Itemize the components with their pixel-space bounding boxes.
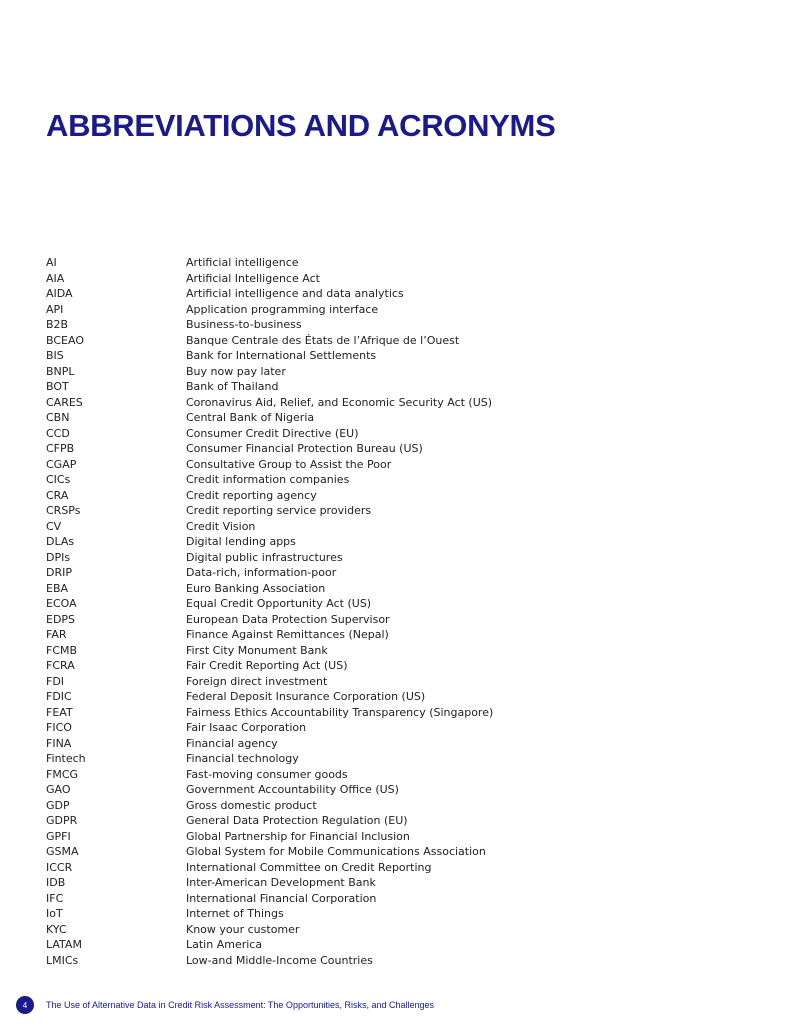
abbreviation-definition: Business-to-business	[186, 318, 302, 331]
abbreviation-definition: Credit reporting agency	[186, 488, 317, 502]
abbreviation-definition: Internet of Things	[186, 907, 284, 920]
abbreviation-definition: Banque Centrale des États de l’Afrique de l’Ouest	[186, 333, 460, 347]
abbreviation-row	[46, 922, 493, 938]
abbreviation-definition: Credit Vision	[186, 519, 256, 533]
abbreviation-row	[46, 503, 493, 519]
abbreviation-row	[46, 643, 493, 659]
abbreviation-definition: Artificial Intelligence Act	[186, 271, 320, 285]
abbreviation-row	[46, 937, 493, 953]
abbreviation-term: ECOA	[46, 597, 77, 610]
abbreviation-row	[46, 798, 493, 814]
abbreviation-definition: Bank of Thailand	[186, 380, 279, 393]
abbreviation-row	[46, 333, 493, 349]
abbreviation-term: Fintech	[46, 752, 86, 765]
abbreviation-term: IDB	[46, 876, 66, 889]
abbreviation-definition: First City Monument Bank	[186, 643, 328, 657]
abbreviation-row	[46, 426, 493, 442]
abbreviation-term: AI	[46, 256, 57, 269]
abbreviation-term: GDPR	[46, 814, 78, 827]
abbreviation-definition: Gross domestic product	[186, 798, 317, 812]
abbreviation-definition: Fair Credit Reporting Act (US)	[186, 659, 348, 672]
abbreviation-definition: Central Bank of Nigeria	[186, 411, 315, 424]
abbreviation-term: GSMA	[46, 845, 79, 858]
abbreviation-row	[46, 813, 493, 829]
abbreviation-row	[46, 658, 493, 674]
abbreviation-row	[46, 720, 493, 736]
abbreviation-term: CARES	[46, 395, 83, 409]
abbreviation-definition: Global Partnership for Financial Inclusion	[186, 829, 410, 843]
abbreviation-definition: Know your customer	[186, 922, 300, 936]
abbreviation-term: EBA	[46, 581, 69, 595]
abbreviation-row	[46, 612, 493, 628]
abbreviation-row	[46, 286, 493, 302]
abbreviation-row	[46, 581, 493, 597]
abbreviation-term: CFPB	[46, 442, 75, 455]
page-footer	[16, 996, 434, 1014]
abbreviation-row	[46, 689, 493, 705]
abbreviation-term: CRSPs	[46, 504, 81, 517]
abbreviation-term: BCEAO	[46, 333, 84, 347]
abbreviation-term: FCRA	[46, 659, 75, 672]
abbreviation-list	[46, 255, 493, 968]
abbreviation-term: GPFI	[46, 829, 71, 843]
abbreviation-row	[46, 472, 493, 488]
abbreviation-term: CRA	[46, 488, 69, 502]
abbreviation-row	[46, 875, 493, 891]
abbreviation-row	[46, 317, 493, 333]
abbreviation-row	[46, 410, 493, 426]
abbreviation-definition: International Financial Corporation	[186, 891, 377, 905]
abbreviation-term: CICs	[46, 473, 71, 486]
abbreviation-term: DRIP	[46, 566, 72, 579]
abbreviation-term: CGAP	[46, 457, 77, 471]
abbreviation-term: FDIC	[46, 690, 72, 703]
abbreviation-row	[46, 736, 493, 752]
footer-document-title: The Use of Alternative Data in Credit Risk Assessment: The Opportunities, Risks, and Challenges	[46, 1000, 435, 1010]
abbreviation-row	[46, 519, 493, 535]
abbreviation-definition: Credit reporting service providers	[186, 504, 372, 517]
abbreviation-term: BOT	[46, 380, 69, 393]
abbreviation-definition: Federal Deposit Insurance Corporation (US)	[186, 690, 426, 703]
abbreviation-row	[46, 488, 493, 504]
abbreviation-term: BIS	[46, 349, 64, 362]
abbreviation-definition: Buy now pay later	[186, 364, 286, 378]
abbreviation-definition: Fast-moving consumer goods	[186, 767, 348, 781]
abbreviation-row	[46, 534, 493, 550]
abbreviation-row	[46, 705, 493, 721]
abbreviation-row	[46, 348, 493, 364]
abbreviation-term: CV	[46, 519, 62, 533]
abbreviation-row	[46, 860, 493, 876]
abbreviation-definition: Latin America	[186, 938, 263, 951]
abbreviation-row	[46, 550, 493, 566]
abbreviation-term: B2B	[46, 318, 69, 331]
abbreviation-term: FAR	[46, 628, 67, 641]
abbreviation-definition: Financial agency	[186, 736, 278, 750]
abbreviation-term: GAO	[46, 783, 71, 796]
page-title: ABBREVIATIONS AND ACRONYMS	[46, 108, 556, 143]
abbreviation-row	[46, 271, 493, 287]
abbreviation-row	[46, 627, 493, 643]
abbreviation-term: IFC	[46, 891, 64, 905]
abbreviation-row	[46, 255, 493, 271]
abbreviation-row	[46, 457, 493, 473]
abbreviation-term: EDPS	[46, 612, 76, 626]
abbreviation-definition: Fair Isaac Corporation	[186, 721, 307, 734]
abbreviation-definition: European Data Protection Supervisor	[186, 612, 390, 626]
abbreviation-definition: Digital public infrastructures	[186, 550, 343, 564]
abbreviation-definition: Digital lending apps	[186, 535, 296, 548]
abbreviation-definition: Foreign direct investment	[186, 674, 328, 688]
abbreviation-row	[46, 364, 493, 380]
page-number-badge: 4	[16, 996, 34, 1014]
abbreviation-row	[46, 302, 493, 318]
abbreviation-term: LMICs	[46, 953, 79, 967]
abbreviation-row	[46, 596, 493, 612]
abbreviation-term: ICCR	[46, 860, 73, 874]
abbreviation-term: GDP	[46, 798, 70, 812]
abbreviation-definition: Application programming interface	[186, 302, 379, 316]
abbreviation-term: IoT	[46, 907, 63, 920]
abbreviation-row	[46, 751, 493, 767]
abbreviation-definition: Financial technology	[186, 752, 299, 765]
abbreviation-definition: Bank for International Settlements	[186, 349, 377, 362]
abbreviation-row	[46, 829, 493, 845]
abbreviation-definition: Euro Banking Association	[186, 581, 326, 595]
abbreviation-term: AIA	[46, 271, 65, 285]
abbreviation-row	[46, 674, 493, 690]
abbreviation-definition: Artificial intelligence and data analytics	[186, 287, 404, 300]
abbreviation-row	[46, 379, 493, 395]
abbreviation-term: DLAs	[46, 535, 75, 548]
abbreviation-row	[46, 891, 493, 907]
abbreviation-term: AIDA	[46, 287, 73, 300]
abbreviation-row	[46, 565, 493, 581]
abbreviation-term: LATAM	[46, 938, 82, 951]
abbreviation-term: CBN	[46, 411, 70, 424]
abbreviation-definition: Credit information companies	[186, 473, 350, 486]
abbreviation-definition: Coronavirus Aid, Relief, and Economic Security Act (US)	[186, 395, 493, 409]
abbreviation-term: FINA	[46, 736, 72, 750]
abbreviation-term: FCMB	[46, 643, 78, 657]
abbreviation-definition: Data-rich, information-poor	[186, 566, 337, 579]
abbreviation-row	[46, 906, 493, 922]
abbreviation-term: DPIs	[46, 550, 71, 564]
abbreviation-term: CCD	[46, 426, 70, 440]
abbreviation-definition: Inter-American Development Bank	[186, 876, 376, 889]
abbreviation-definition: Global System for Mobile Communications Association	[186, 845, 486, 858]
abbreviation-term: BNPL	[46, 364, 75, 378]
abbreviation-row	[46, 395, 493, 411]
abbreviation-definition: Consumer Credit Directive (EU)	[186, 426, 359, 440]
abbreviation-definition: Low-and Middle-Income Countries	[186, 953, 373, 967]
abbreviation-row	[46, 844, 493, 860]
abbreviation-definition: Equal Credit Opportunity Act (US)	[186, 597, 372, 610]
abbreviation-term: FEAT	[46, 705, 73, 719]
abbreviation-definition: General Data Protection Regulation (EU)	[186, 814, 408, 827]
abbreviation-definition: Consumer Financial Protection Bureau (US)	[186, 442, 423, 455]
abbreviation-term: FICO	[46, 721, 72, 734]
abbreviation-definition: International Committee on Credit Reporting	[186, 860, 432, 874]
abbreviation-definition: Fairness Ethics Accountability Transparency (Singapore)	[186, 705, 494, 719]
abbreviation-row	[46, 767, 493, 783]
abbreviation-definition: Consultative Group to Assist the Poor	[186, 457, 392, 471]
abbreviation-term: API	[46, 302, 64, 316]
abbreviation-definition: Artificial intelligence	[186, 256, 299, 269]
abbreviation-row	[46, 953, 493, 969]
abbreviation-definition: Government Accountability Office (US)	[186, 783, 399, 796]
abbreviation-term: FDI	[46, 674, 65, 688]
abbreviation-row	[46, 441, 493, 457]
abbreviation-term: FMCG	[46, 767, 79, 781]
abbreviation-row	[46, 782, 493, 798]
abbreviation-definition: Finance Against Remittances (Nepal)	[186, 628, 389, 641]
abbreviation-term: KYC	[46, 922, 67, 936]
